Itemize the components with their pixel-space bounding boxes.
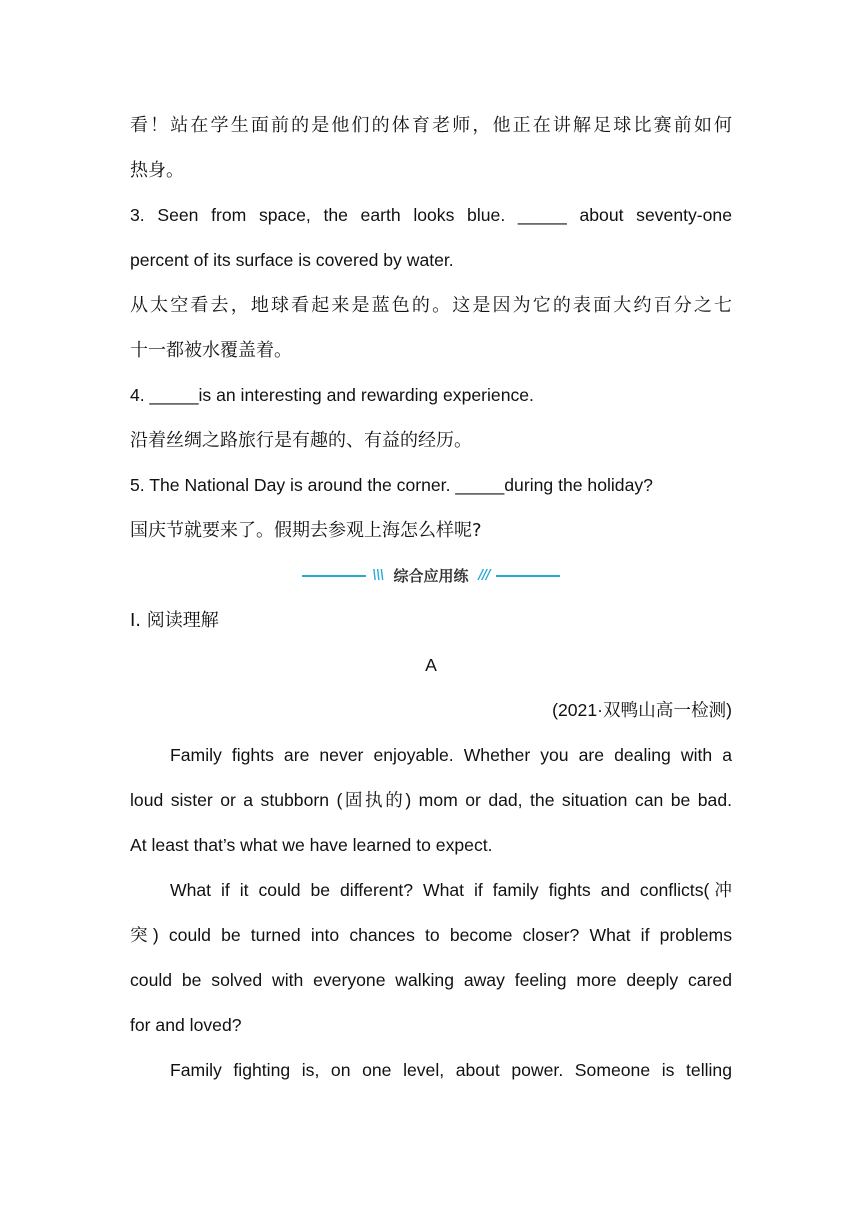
section-banner [130,553,732,598]
translation-line: 国庆节就要来了。假期去参观上海怎么样呢? [130,520,482,541]
translation-line: 热身。 [130,160,184,181]
passage-line: could be solved with everyone walking away feeling more deeply cared [130,970,732,990]
section-title: 综合应用练 [393,567,469,585]
document-page [130,103,732,1093]
translation-line: 十一都被水覆盖着。 [130,340,292,361]
passage-line: 突) could be turned into chances to become closer? What if problems [130,925,732,945]
passage-line: loud sister or a stubborn (固执的) mom or dad, the situation can be bad. [130,790,732,810]
question-3-line: 3. Seen from space, the earth looks blue. _____ about seventy-one [130,205,732,225]
passage-line: Family fighting is, on one level, about power. Someone is telling [170,1060,732,1080]
banner-left-mark: \\\ [372,568,384,583]
translation-line: 从太空看去，地球看起来是蓝色的。这是因为它的表面大约百分之七 [130,295,732,316]
passage-source: (2021·双鸭山高一检测) [552,700,732,720]
passage-line: At least that’s what we have learned to expect. [130,835,493,855]
translation-line: 看！站在学生面前的是他们的体育老师，他正在讲解足球比赛前如何 [130,115,732,136]
translation-line: 沿着丝绸之路旅行是有趣的、有益的经历。 [130,430,472,451]
passage-line: Family fights are never enjoyable. Whether you are dealing with a [170,745,732,765]
passage-label: A [425,655,437,675]
banner-left-rule [302,575,366,577]
question-5-line: 5. The National Day is around the corner. _____during the holiday? [130,475,653,495]
question-3-line: percent of its surface is covered by water. [130,250,454,270]
passage-line: What if it could be different? What if family fights and conflicts(冲 [170,880,732,900]
passage-line: for and loved? [130,1015,242,1035]
question-4-line: 4. _____is an interesting and rewarding experience. [130,385,534,405]
part-heading: Ⅰ. 阅读理解 [130,610,219,631]
banner-right-mark: /// [478,568,490,583]
banner-right-rule [496,575,560,577]
